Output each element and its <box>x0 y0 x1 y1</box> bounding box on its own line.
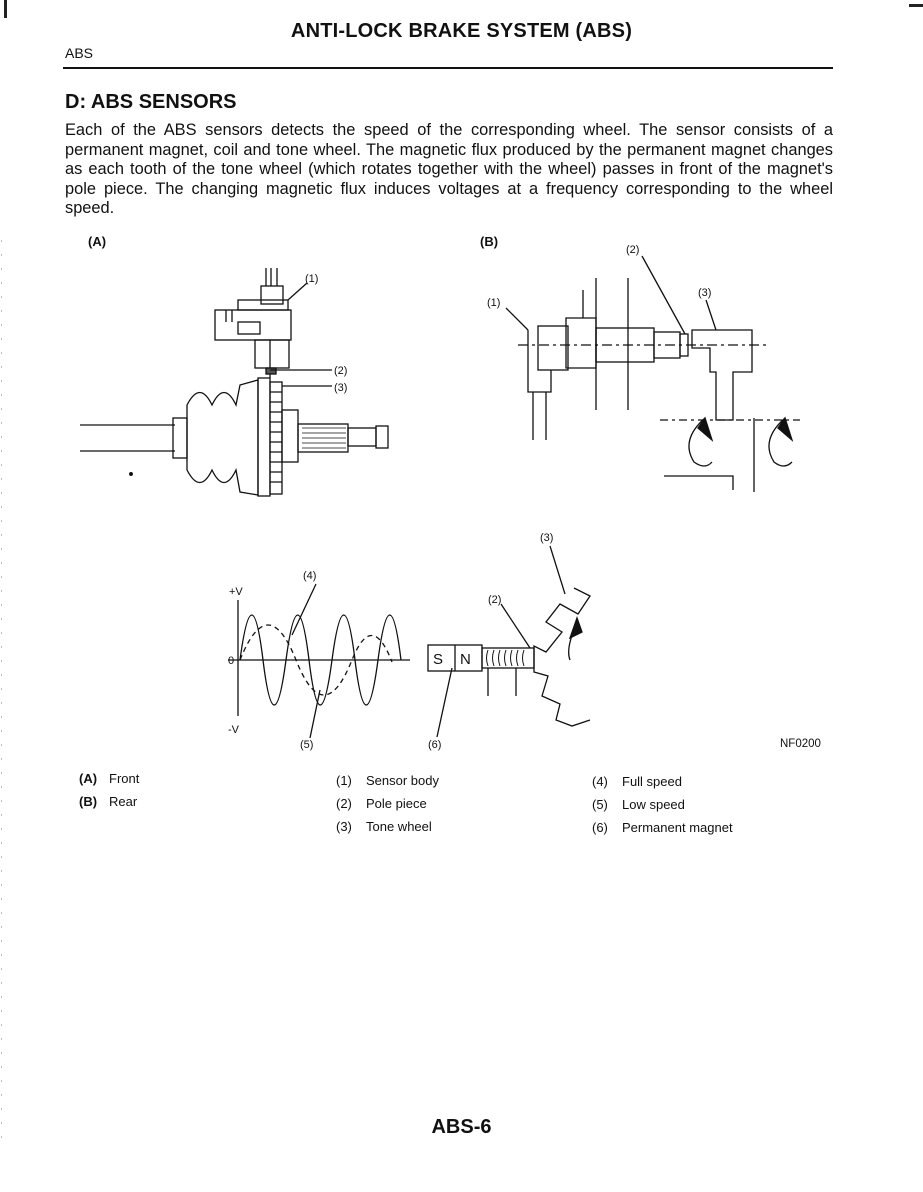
legend-row <box>336 819 439 842</box>
magnet-s-label: S <box>433 651 444 668</box>
section-tag: ABS <box>65 45 94 61</box>
legend-row <box>336 773 439 796</box>
waveform-diagram <box>228 584 410 738</box>
header-rule <box>63 67 833 69</box>
rear-sensor-drawing <box>506 256 800 492</box>
axis-zero: 0 <box>228 655 235 667</box>
magnet-n-label: N <box>460 651 471 668</box>
legend-parts-col2 <box>592 774 733 843</box>
figure-label-b: (B) <box>480 234 499 249</box>
front-callout-2: (2) <box>334 365 348 377</box>
legend-key: (A) <box>79 771 98 786</box>
page-number: ABS-6 <box>431 1116 492 1138</box>
axis-minus-v: -V <box>228 724 239 736</box>
legend-row <box>592 774 733 797</box>
scan-corner-mark <box>909 4 923 7</box>
legend-key: (B) <box>79 794 98 809</box>
legend-row <box>592 797 733 820</box>
legend-row <box>79 771 139 794</box>
legend-parts-col1 <box>336 773 439 842</box>
legend-label: Rear <box>109 794 138 809</box>
legend-key: (3) <box>336 819 352 834</box>
callout-4: (4) <box>303 570 317 582</box>
rear-callout-1: (1) <box>487 297 501 309</box>
legend-key: (2) <box>336 796 352 811</box>
callout-3: (3) <box>540 532 554 544</box>
legend-key: (6) <box>592 820 608 835</box>
legend-label: Low speed <box>622 797 685 812</box>
legend-key: (5) <box>592 797 608 812</box>
legend-row <box>592 820 733 843</box>
figure-code: NF0200 <box>780 738 821 750</box>
abs-sensor-figure <box>60 230 840 760</box>
scan-edge-mark <box>4 0 7 18</box>
axis-plus-v: +V <box>229 586 243 598</box>
section-heading: D: ABS SENSORS <box>65 91 237 113</box>
legend-label: Tone wheel <box>366 819 432 834</box>
rear-callout-3: (3) <box>698 287 712 299</box>
legend-row <box>79 794 139 817</box>
legend-label: Front <box>109 771 140 786</box>
legend-row <box>336 796 439 819</box>
front-callout-1: (1) <box>305 273 319 285</box>
rear-callout-2: (2) <box>626 244 640 256</box>
legend-key: (1) <box>336 773 352 788</box>
scan-edge-dots <box>1 240 2 1140</box>
callout-6: (6) <box>428 739 442 751</box>
callout-2: (2) <box>488 594 502 606</box>
legend-label: Sensor body <box>366 773 439 788</box>
section-body-text: Each of the ABS sensors detects the speed of the corresponding wheel. The sensor consists of a permanent magnet, coil and tone wheel. The magnetic flux produced by the permanent magnet changes as each tooth of the tone wheel (which rotates together with the wheel) passes in front of the magnet's pole piece. The changing magnetic flux induces voltages at a frequency corresponding to the wheel speed. <box>65 121 833 217</box>
legend-key: (4) <box>592 774 608 789</box>
legend-label: Permanent magnet <box>622 820 733 835</box>
magnet-tone-wheel-diagram <box>428 546 590 737</box>
callout-5: (5) <box>300 739 314 751</box>
legend-label: Full speed <box>622 774 682 789</box>
legend-views <box>79 771 139 817</box>
legend-label: Pole piece <box>366 796 427 811</box>
front-callout-3: (3) <box>334 382 348 394</box>
page-title: ANTI-LOCK BRAKE SYSTEM (ABS) <box>290 20 633 42</box>
figure-label-a: (A) <box>88 234 107 249</box>
